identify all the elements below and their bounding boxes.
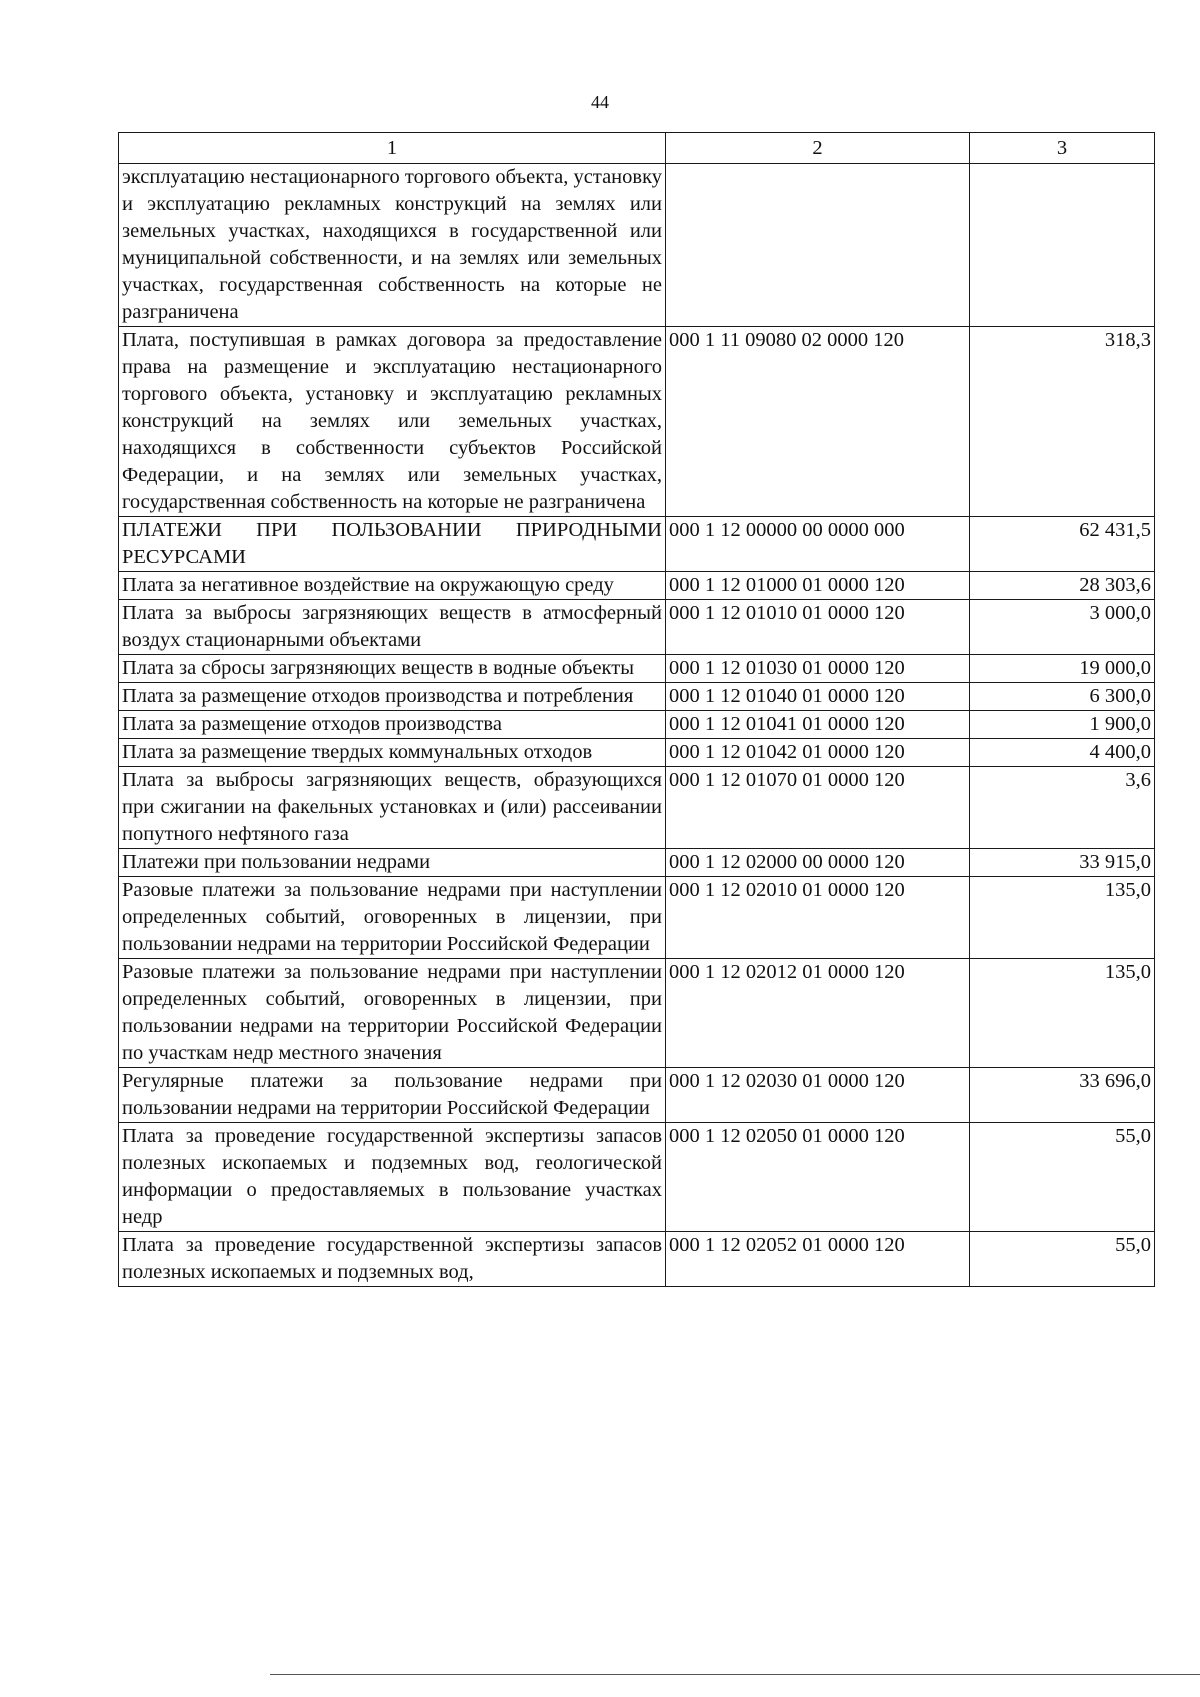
header-col-2: 2 bbox=[666, 133, 970, 164]
revenue-table bbox=[118, 132, 1155, 1287]
row-amount: 3 000,0 bbox=[970, 600, 1155, 655]
row-amount: 55,0 bbox=[970, 1232, 1155, 1287]
row-code: 000 1 12 02050 01 0000 120 bbox=[666, 1123, 970, 1232]
row-amount: 135,0 bbox=[970, 959, 1155, 1068]
row-code: 000 1 12 02030 01 0000 120 bbox=[666, 1068, 970, 1123]
row-code: 000 1 12 01000 01 0000 120 bbox=[666, 572, 970, 600]
table-row bbox=[119, 1232, 1155, 1287]
row-name: Плата, поступившая в рамках договора за предоставление права на размещение и эксплуатацию нестационарного торгового объекта, установку и эксплуатацию рекламных конструкций на землях или земельных участках, находящихся в собственности субъектов Российской Федерации, и на землях или земельных участках, государственная собственность на которые не разграничена bbox=[119, 327, 666, 517]
row-amount: 33 696,0 bbox=[970, 1068, 1155, 1123]
table-row bbox=[119, 739, 1155, 767]
row-amount: 62 431,5 bbox=[970, 517, 1155, 572]
row-amount: 135,0 bbox=[970, 877, 1155, 959]
row-code: 000 1 12 02010 01 0000 120 bbox=[666, 877, 970, 959]
table-row bbox=[119, 327, 1155, 517]
row-code: 000 1 12 01070 01 0000 120 bbox=[666, 767, 970, 849]
row-name: ПЛАТЕЖИ ПРИ ПОЛЬЗОВАНИИ ПРИРОДНЫМИ РЕСУРСАМИ bbox=[119, 517, 666, 572]
row-name: Разовые платежи за пользование недрами при наступлении определенных событий, оговоренных в лицензии, при пользовании недрами на территории Российской Федерации bbox=[119, 877, 666, 959]
row-amount: 28 303,6 bbox=[970, 572, 1155, 600]
row-code: 000 1 12 02012 01 0000 120 bbox=[666, 959, 970, 1068]
header-col-1: 1 bbox=[119, 133, 666, 164]
row-name: Плата за проведение государственной экспертизы запасов полезных ископаемых и подземных вод, bbox=[119, 1232, 666, 1287]
row-code: 000 1 12 01042 01 0000 120 bbox=[666, 739, 970, 767]
row-name: Плата за проведение государственной экспертизы запасов полезных ископаемых и подземных вод, геологической информации о предоставляемых в пользование участках недр bbox=[119, 1123, 666, 1232]
page-number: 44 bbox=[591, 92, 609, 112]
row-amount: 3,6 bbox=[970, 767, 1155, 849]
table-row bbox=[119, 517, 1155, 572]
table-row bbox=[119, 572, 1155, 600]
row-code: 000 1 12 02000 00 0000 120 bbox=[666, 849, 970, 877]
row-code: 000 1 12 00000 00 0000 000 bbox=[666, 517, 970, 572]
row-name: Плата за размещение отходов производства и потребления bbox=[119, 683, 666, 711]
row-code: 000 1 12 01030 01 0000 120 bbox=[666, 655, 970, 683]
row-name: Плата за размещение твердых коммунальных отходов bbox=[119, 739, 666, 767]
table-row bbox=[119, 600, 1155, 655]
table-row bbox=[119, 164, 1155, 327]
row-code: 000 1 12 01010 01 0000 120 bbox=[666, 600, 970, 655]
row-amount: 55,0 bbox=[970, 1123, 1155, 1232]
row-code: 000 1 12 02052 01 0000 120 bbox=[666, 1232, 970, 1287]
row-name: Платежи при пользовании недрами bbox=[119, 849, 666, 877]
row-amount: 318,3 bbox=[970, 327, 1155, 517]
row-name: Плата за выбросы загрязняющих веществ, образующихся при сжигании на факельных установках и (или) рассеивании попутного нефтяного газа bbox=[119, 767, 666, 849]
table-row bbox=[119, 1123, 1155, 1232]
table-row bbox=[119, 849, 1155, 877]
row-code: 000 1 12 01041 01 0000 120 bbox=[666, 711, 970, 739]
table-row bbox=[119, 877, 1155, 959]
table-row bbox=[119, 767, 1155, 849]
header-col-3: 3 bbox=[970, 133, 1155, 164]
row-amount bbox=[970, 164, 1155, 327]
table-header-row bbox=[119, 133, 1155, 164]
row-amount: 1 900,0 bbox=[970, 711, 1155, 739]
row-amount: 4 400,0 bbox=[970, 739, 1155, 767]
row-amount: 19 000,0 bbox=[970, 655, 1155, 683]
row-code bbox=[666, 164, 970, 327]
table-row bbox=[119, 959, 1155, 1068]
row-name: Разовые платежи за пользование недрами при наступлении определенных событий, оговоренных в лицензии, при пользовании недрами на территории Российской Федерации по участкам недр местного значения bbox=[119, 959, 666, 1068]
row-amount: 33 915,0 bbox=[970, 849, 1155, 877]
row-code: 000 1 12 01040 01 0000 120 bbox=[666, 683, 970, 711]
table-row bbox=[119, 655, 1155, 683]
table-row bbox=[119, 683, 1155, 711]
row-name: Регулярные платежи за пользование недрами при пользовании недрами на территории Российской Федерации bbox=[119, 1068, 666, 1123]
row-code: 000 1 11 09080 02 0000 120 bbox=[666, 327, 970, 517]
table-row bbox=[119, 711, 1155, 739]
page-bottom-rule bbox=[270, 1674, 1200, 1675]
row-name: Плата за сбросы загрязняющих веществ в водные объекты bbox=[119, 655, 666, 683]
row-name: эксплуатацию нестационарного торгового объекта, установку и эксплуатацию рекламных конструкций на землях или земельных участках, находящихся в государственной или муниципальной собственности, и на землях или земельных участках, государственная собственность на которые не разграничена bbox=[119, 164, 666, 327]
row-name: Плата за негативное воздействие на окружающую среду bbox=[119, 572, 666, 600]
row-amount: 6 300,0 bbox=[970, 683, 1155, 711]
row-name: Плата за выбросы загрязняющих веществ в атмосферный воздух стационарными объектами bbox=[119, 600, 666, 655]
table-row bbox=[119, 1068, 1155, 1123]
row-name: Плата за размещение отходов производства bbox=[119, 711, 666, 739]
